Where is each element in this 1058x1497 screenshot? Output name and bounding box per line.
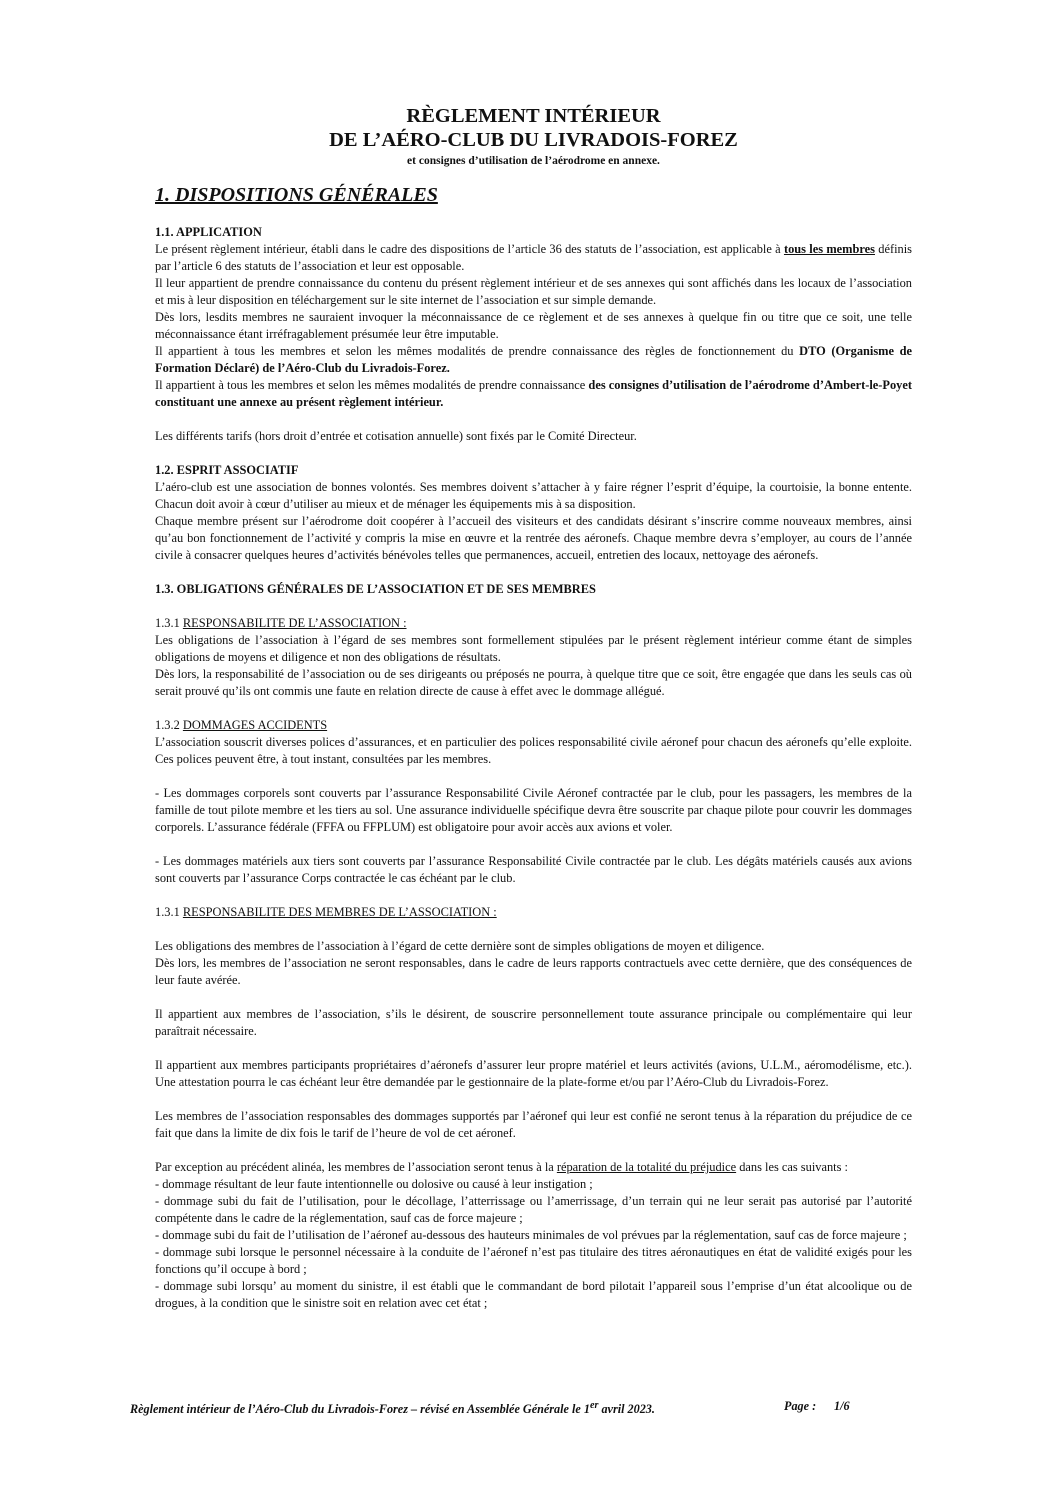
list-item: - dommage subi lorsqu’ au moment du sinistre, il est établi que le commandant de bord pilotait l’appareil sous l’emprise d’un état alcoolique ou de drogues, à la condition que le sinistre soit en relation avec cet état ; bbox=[155, 1279, 912, 1310]
list-item: - dommage subi du fait de l’utilisation, pour le décollage, l’atterrissage ou l’amerrissage, d’un terrain qui ne leur serait pas autorisé par l’autorité compétente dans le cadre de la réglementation, sauf cas de force majeure ; bbox=[155, 1194, 912, 1225]
paragraph: L’association souscrit diverses polices d’assurances, et en particulier des polices responsabilité civile aéronef pour chacun des aéronefs qu’elle exploite. Ces polices peuvent être, à tout instant, consultées par les membres. bbox=[155, 735, 912, 766]
paragraph: Dès lors, lesdits membres ne sauraient invoquer la méconnaissance de ce règlement et de ses annexes à quelque fin ou titre que ce soit, une telle méconnaissance étant irréfragablement présumée leur être imputable. bbox=[155, 310, 912, 341]
paragraph: Dès lors, les membres de l’association ne seront responsables, dans le cadre de leurs rapports contractuels avec cette dernière, que des conséquences de leur faute avérée. bbox=[155, 956, 912, 987]
section-1-3-heading: 1.3. OBLIGATIONS GÉNÉRALES DE L’ASSOCIATION ET DE SES MEMBRES bbox=[155, 582, 596, 596]
paragraph: Il appartient aux membres participants propriétaires d’aéronefs d’assurer leur propre matériel et leurs activités (avions, U.L.M., aéromodélisme, etc.). Une attestation pourra le cas échéant leur être demandée par le gestionnaire de la plate-forme et/ou par l’Aéro-Club du Livradois-Forez. bbox=[155, 1058, 912, 1089]
paragraph: L’aéro-club est une association de bonnes volontés. Ses membres doivent s’attacher à y faire régner l’esprit d’équipe, la courtoisie, la bonne entente. Chacun doit avoir à cœur d’utiliser au mieux et de ménager les équipements mis à sa disposition. bbox=[155, 480, 912, 511]
page-label: Page : bbox=[784, 1399, 817, 1413]
paragraph: Les obligations de l’association à l’égard de ses membres sont formellement stipulées par le présent règlement intérieur comme étant de simples obligations de moyens et diligence et non des obligations de résultats. bbox=[155, 633, 912, 664]
page-footer bbox=[130, 1398, 870, 1417]
paragraph: - Les dommages matériels aux tiers sont couverts par l’assurance Responsabilité Civile contractée par le club. Les dégâts matériels causés aux avions sont couverts par l’assurance Corps contractée le cas échéant par le club. bbox=[155, 854, 912, 885]
paragraph: Il appartient à tous les membres et selon les mêmes modalités de prendre connaissance des règles de fonctionnement du DTO (Organisme de Formation Déclaré) de l’Aéro-Club du Livradois-Forez. bbox=[155, 344, 913, 375]
section-1-2-heading: 1.2. ESPRIT ASSOCIATIF bbox=[155, 463, 299, 477]
paragraph: Les obligations des membres de l’association à l’égard de cette dernière sont de simples obligations de moyen et diligence. bbox=[155, 939, 765, 953]
paragraph: Dès lors, la responsabilité de l’association ou de ses dirigeants ou préposés ne pourra, à quelque titre que ce soit, être engagée que dans les seuls cas où serait prouvé qu’ils ont commis une faute en relation directe de cause à effet avec le dommage allégué. bbox=[155, 667, 912, 698]
document-body bbox=[155, 104, 912, 1312]
paragraph: Il leur appartient de prendre connaissance du contenu du présent règlement intérieur et de ses annexes qui sont affichés dans les locaux de l’association et mis à leur disposition en téléchargement sur le site internet de l’association et sur simple demande. bbox=[155, 276, 912, 307]
paragraph: Le présent règlement intérieur, établi dans le cadre des dispositions de l’article 36 des statuts de l’association, est applicable à tous les membres définis par l’article 6 des statuts de l’association et leur est opposable. bbox=[155, 242, 913, 273]
paragraph: Il appartient aux membres de l’association, s’ils le désirent, de souscrire personnellement toute assurance principale ou complémentaire qui leur paraîtrait nécessaire. bbox=[155, 1007, 912, 1038]
subsection-heading: 1.3.1 RESPONSABILITE DES MEMBRES DE L’ASSOCIATION : bbox=[155, 905, 497, 919]
section-1-1-heading: 1.1. APPLICATION bbox=[155, 225, 262, 239]
paragraph: Les différents tarifs (hors droit d’entrée et cotisation annuelle) sont fixés par le Comité Directeur. bbox=[155, 429, 637, 443]
footer-text: Règlement intérieur de l’Aéro-Club du Livradois-Forez – révisé en Assemblée Générale le 1er avril 2023. bbox=[130, 1400, 655, 1417]
subsection-heading: 1.3.2 DOMMAGES ACCIDENTS bbox=[155, 718, 328, 732]
document-subtitle: et consignes d’utilisation de l’aérodrome en annexe. bbox=[407, 155, 660, 167]
paragraph: Par exception au précédent alinéa, les membres de l’association seront tenus à la réparation de la totalité du préjudice dans les cas suivants : bbox=[155, 1160, 848, 1174]
subsection-heading: 1.3.1 RESPONSABILITE DE L’ASSOCIATION : bbox=[155, 616, 407, 630]
list-item: - dommage résultant de leur faute intentionnelle ou dolosive ou causé à leur instigation ; bbox=[155, 1177, 593, 1191]
paragraph: Il appartient à tous les membres et selon les mêmes modalités de prendre connaissance des consignes d’utilisation de l’aérodrome d’Ambert-le-Poyet constituant une annexe au présent règlement intérieur. bbox=[155, 378, 913, 409]
title-line-2: DE L’AÉRO-CLUB DU LIVRADOIS-FOREZ bbox=[329, 129, 738, 151]
list-item: - dommage subi lorsque le personnel nécessaire à la conduite de l’aéronef n’est pas titulaire des titres aéronautiques en état de validité exigés pour les fonctions qu’il occupe à bord ; bbox=[155, 1245, 912, 1276]
page-number: 1/6 bbox=[834, 1399, 850, 1413]
section-1-heading: 1. DISPOSITIONS GÉNÉRALES bbox=[155, 184, 438, 206]
document-title bbox=[155, 104, 912, 152]
list-item: - dommage subi du fait de l’utilisation de l’aéronef au-dessous des hauteurs minimales de vol prévues par la réglementation, sauf cas de force majeure ; bbox=[155, 1228, 907, 1242]
paragraph: Les membres de l’association responsables des dommages supportés par l’aéronef qui leur est confié ne seront tenus à la réparation du préjudice de ce fait que dans la limite de dix fois le tarif de l’heure de vol de cet aéronef. bbox=[155, 1109, 912, 1140]
title-line-1: RÈGLEMENT INTÉRIEUR bbox=[406, 105, 661, 127]
paragraph: Chaque membre présent sur l’aérodrome doit coopérer à l’accueil des visiteurs et des candidats désirant s’inscrire comme nouveaux membres, ainsi qu’au bon fonctionnement de l’activité y compris la mise en œuvre et la rentrée des aéronefs. Chaque membre devra s’employer, au cours de l’année civile à consacrer quelques heures d’activités bénévoles telles que permanences, accueil, entretien des locaux, nettoyage des aéronefs. bbox=[155, 514, 912, 562]
paragraph: - Les dommages corporels sont couverts par l’assurance Responsabilité Civile Aéronef contractée par le club, pour les passagers, les membres de la famille de tout pilote membre et les tiers au sol. Une assurance individuelle spécifique devra être souscrite par chaque pilote pour couvrir les dommages corporels. L’assurance fédérale (FFFA ou FFPLUM) est obligatoire pour avoir accès aux avions et voler. bbox=[155, 786, 912, 834]
